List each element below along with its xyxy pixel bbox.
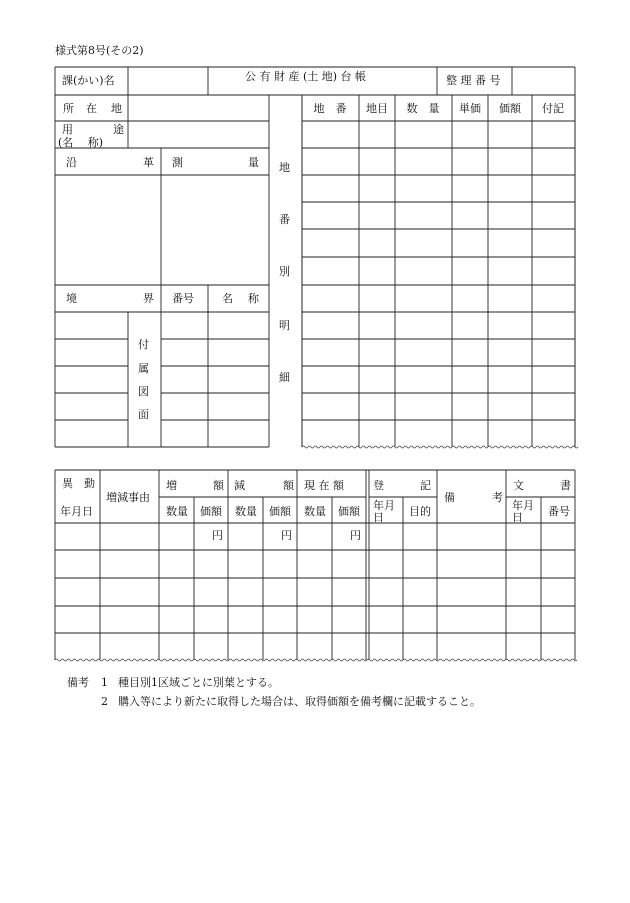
current-amount: 価額 <box>338 505 360 518</box>
attached-char-1: 付 <box>138 338 149 351</box>
increase-char-1: 増 <box>166 479 177 492</box>
current-qty: 数量 <box>304 505 326 518</box>
registration-char-1: 登 <box>373 479 384 492</box>
use-char-1: 用 <box>62 123 73 136</box>
registration-char-2: 記 <box>420 479 431 492</box>
header-unit-price: 単価 <box>459 102 481 115</box>
change-label: 異 動 <box>62 477 95 490</box>
reg-date-label: 年月日 <box>373 499 395 524</box>
ledger-title: 公 有 財 産 (土 地) 台 帳 <box>245 70 367 83</box>
history-char-1: 沿 <box>66 156 77 169</box>
location-char-1: 所 <box>63 102 74 115</box>
note-1-number: 1 <box>101 676 108 689</box>
vertical-label-4: 明 <box>279 319 290 332</box>
attached-char-3: 図 <box>138 385 149 398</box>
increase-amount: 価額 <box>200 505 222 518</box>
remarks-char-2: 考 <box>492 491 503 504</box>
remarks-char-1: 備 <box>444 491 455 504</box>
note-2-text: 購入等により新たに取得した場合は、取得価額を備考欄に記載すること。 <box>118 695 481 708</box>
vertical-label-3: 別 <box>279 265 290 278</box>
change-date-label: 年月日 <box>60 505 93 518</box>
decrease-qty: 数量 <box>235 505 257 518</box>
doc-number-label: 番号 <box>548 505 570 518</box>
yen-decrease: 円 <box>281 529 292 542</box>
note-2-number: 2 <box>101 695 108 708</box>
decrease-amount: 価額 <box>269 505 291 518</box>
torn-edge-line <box>302 446 578 448</box>
increase-char-2: 額 <box>213 479 224 492</box>
attached-char-4: 面 <box>138 408 149 421</box>
boundary-char-1: 境 <box>66 292 77 305</box>
vertical-label-2: 番 <box>279 213 290 226</box>
form-number: 様式第8号(その2) <box>55 44 144 57</box>
purpose-label: 目的 <box>409 505 431 518</box>
doc-date-label: 年月日 <box>512 499 534 524</box>
yen-current: 円 <box>350 529 361 542</box>
current-label: 現 在 額 <box>304 479 344 492</box>
increase-qty: 数量 <box>166 505 188 518</box>
header-note: 付記 <box>542 102 564 115</box>
torn-edge-line <box>55 659 577 661</box>
decrease-char-1: 減 <box>234 479 245 492</box>
decrease-char-2: 額 <box>283 479 294 492</box>
document-char-2: 書 <box>560 479 571 492</box>
seiri-number-label: 整 理 番 号 <box>446 74 501 87</box>
use-char-2: 途 <box>113 123 124 136</box>
history-char-2: 革 <box>143 156 154 169</box>
document-char-1: 文 <box>513 479 524 492</box>
location-char-3: 地 <box>111 102 122 115</box>
header-chimoku: 地目 <box>366 102 388 115</box>
vertical-label-5: 細 <box>279 371 290 384</box>
boundary-char-2: 界 <box>143 292 154 305</box>
header-value: 価額 <box>499 102 521 115</box>
reason-label: 増減事由 <box>106 491 150 504</box>
name-label: (名 称) <box>58 136 104 149</box>
note-1-text: 種目別1区域ごとに別葉とする。 <box>118 676 279 689</box>
header-chiban: 地 番 <box>313 102 347 115</box>
survey-char-1: 測 <box>172 156 183 169</box>
attached-char-2: 属 <box>138 362 149 375</box>
notes-label: 備考 <box>67 676 89 689</box>
yen-increase: 円 <box>212 529 223 542</box>
number-label: 番号 <box>172 292 194 305</box>
name2-char-2: 称 <box>248 292 259 305</box>
section-label: 課(かい)名 <box>62 74 115 87</box>
name2-char-1: 名 <box>222 292 233 305</box>
vertical-label-1: 地 <box>279 161 290 174</box>
header-quantity: 数 量 <box>406 102 440 115</box>
location-char-2: 在 <box>86 102 97 115</box>
survey-char-2: 量 <box>248 156 259 169</box>
